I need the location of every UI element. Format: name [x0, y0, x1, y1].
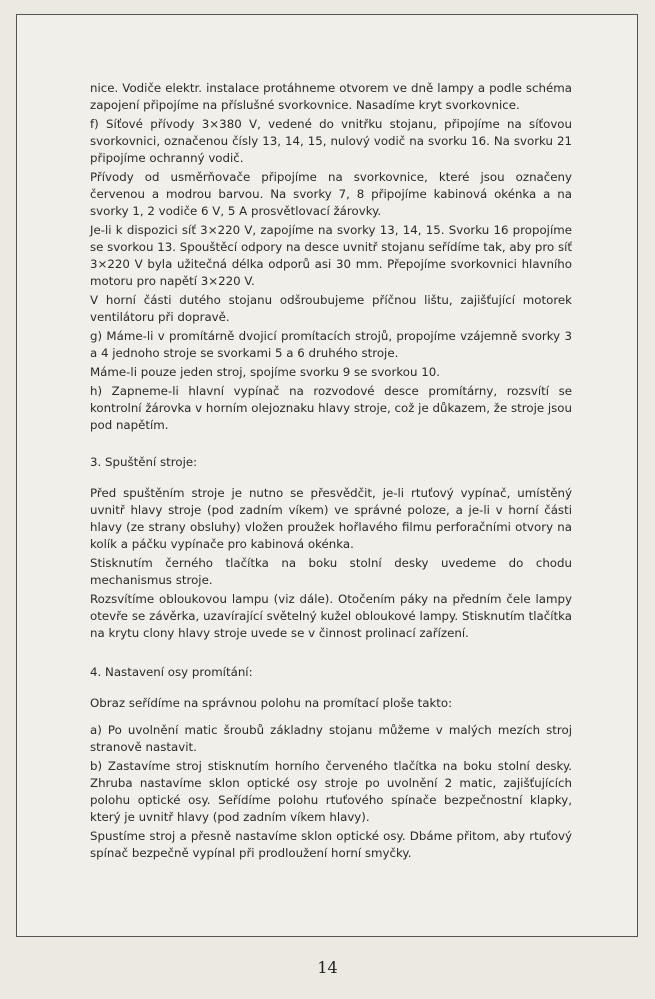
- paragraph: Přívody od usměrňovače připojíme na svorkovnice, které jsou označeny červenou a modrou barvou. Na svorky 7, 8 připojíme kabinová okénka a na svorky 1, 2 vodiče 6 V, 5 A prosvětlovací žárovky.: [90, 170, 572, 218]
- paragraph: Máme-li pouze jeden stroj, spojíme svorku 9 se svorkou 10.: [90, 365, 440, 379]
- paragraph: f) Síťové přívody 3×380 V, vedené do vnitřku stojanu, připojíme na síťovou svorkovnici, označenou čísly 13, 14, 15, nulový vodič na svorku 16. Na svorku 21 připojíme ochranný vodič.: [90, 117, 572, 165]
- paragraph: Obraz seřídíme na správnou polohu na promítací ploše takto:: [90, 696, 453, 710]
- paragraph: Před spuštěním stroje je nutno se přesvědčit, je-li rtuťový vypínač, umístěný uvnitř hlavy stroje (pod zadním víkem) ve správné poloze, a je-li v horní části hlavy (ze strany obsluhy) vložen proužek hořlavého filmu perforačními otvory na kolík a páčku vypínače pro kabinová okénka.: [90, 486, 572, 551]
- page-number: 14: [317, 958, 338, 977]
- paragraph: nice. Vodiče elektr. instalace protáhneme otvorem ve dně lampy a podle schéma zapojení připojíme na příslušné svorkovnice. Nasadíme kryt svorkovnice.: [90, 81, 572, 112]
- paragraph: Rozsvítíme obloukovou lampu (viz dále). Otočením páky na předním čele lampy otevře se závěrka, uzavírající světelný kužel obloukové lampy. Stisknutím tlačítka na krytu clony hlavy stroje uvede se v činnost prolinací zařízení.: [90, 592, 572, 640]
- paragraph: Stisknutím černého tlačítka na boku stolní desky uvedeme do chodu mechanismus stroje.: [90, 556, 572, 587]
- paragraph: Spustíme stroj a přesně nastavíme sklon optické osy. Dbáme přitom, aby rtuťový spínač bezpečně vypínal při prodloužení horní smyčky.: [90, 829, 572, 860]
- paragraph: Je-li k dispozici síť 3×220 V, zapojíme na svorky 13, 14, 15. Svorku 16 propojíme se svorkou 13. Spouštěcí odpory na desce uvnitř stojanu seřídíme tak, aby pro síť 3×220 V byla užitečná délka odporů asi 30 mm. Přepojíme svorkovnici hlavního motoru pro napětí 3×220 V.: [90, 223, 572, 288]
- page-body: [90, 80, 572, 864]
- paragraph: b) Zastavíme stroj stisknutím horního červeného tlačítka na boku stolní desky. Zhruba nastavíme sklon optické osy stroje po uvolnění 2 matic, zajišťujících polohu optické osy. Seřídíme polohu rtuťového spínače bezpečnostní klapky, který je uvnitř hlavy (pod zadním víkem hlavy).: [90, 759, 572, 824]
- paragraph: g) Máme-li v promítárně dvojicí promítacích strojů, propojíme vzájemně svorky 3 a 4 jednoho stroje se svorkami 5 a 6 druhého stroje.: [90, 329, 572, 360]
- paragraph: h) Zapneme-li hlavní vypínač na rozvodové desce promítárny, rozsvítí se kontrolní žárovka v horním olejoznaku hlavy stroje, což je důkazem, že stroje jsou pod napětím.: [90, 384, 572, 432]
- paragraph: V horní části dutého stojanu odšroubujeme příčnou lištu, zajišťující motorek ventilátoru při dopravě.: [90, 293, 572, 324]
- section-heading-4: 4. Nastavení osy promítání:: [90, 665, 253, 679]
- paragraph: a) Po uvolnění matic šroubů základny stojanu můžeme v malých mezích stroj stranově nastavit.: [90, 723, 572, 754]
- section-heading-3: 3. Spuštění stroje:: [90, 455, 198, 469]
